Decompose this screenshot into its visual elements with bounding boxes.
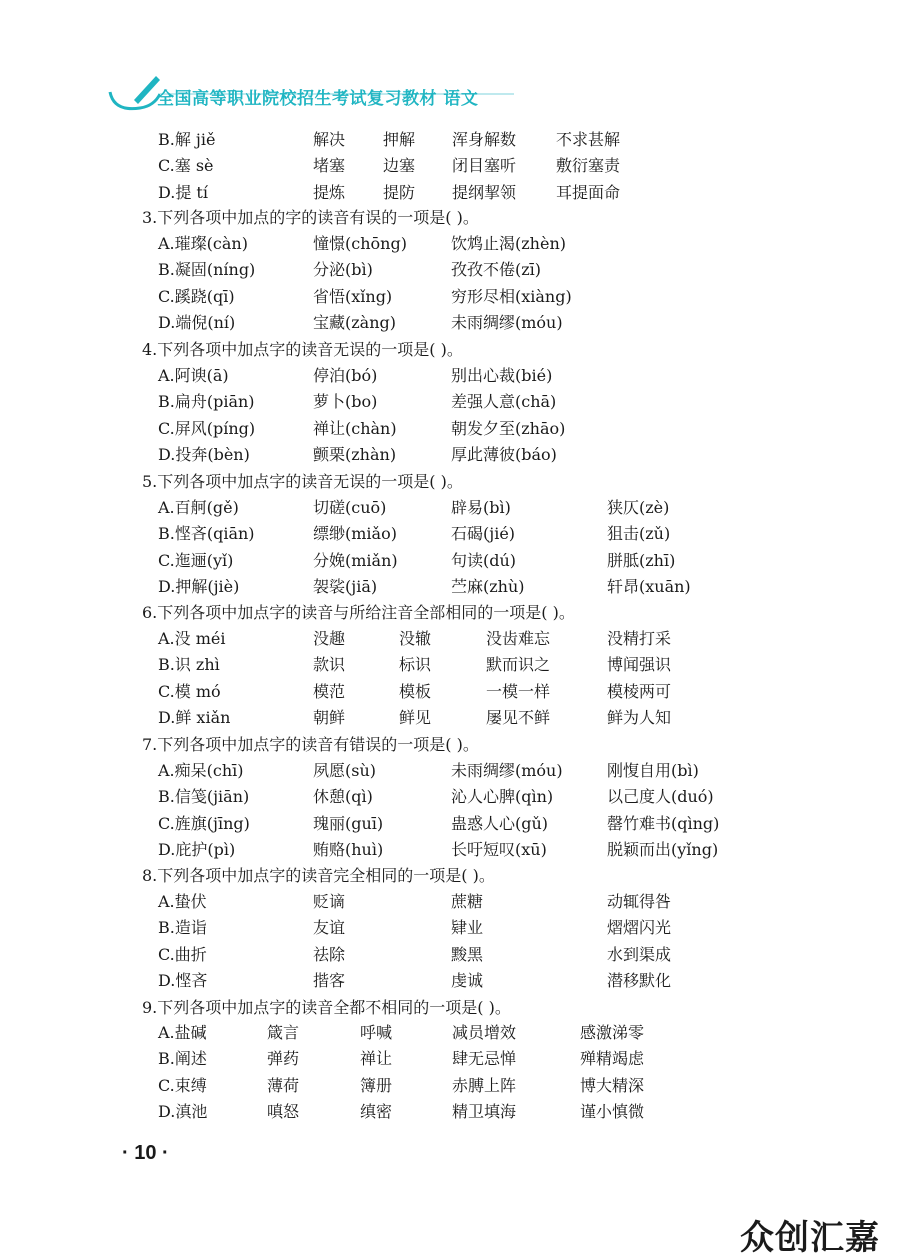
q5-row (0, 549, 898, 573)
option-item: 没辙 (399, 629, 432, 648)
option-item: 胼胝(zhī) (607, 550, 676, 570)
q7-row (0, 838, 898, 862)
option-item: 以己度人(duó) (607, 787, 714, 807)
q3-row (0, 285, 898, 309)
watermark: 众创汇嘉 (740, 1218, 880, 1258)
option-item: 模棱两可 (607, 681, 672, 701)
q8-row (0, 943, 898, 967)
q6-stem (0, 601, 898, 625)
option-label: A.盐碱 (158, 1023, 207, 1042)
option-item: 浑身解数 (452, 130, 517, 149)
option-label: C.屏风(píng) (158, 418, 256, 438)
q4-row (0, 417, 898, 441)
option-item: 省悟(xǐng) (313, 286, 393, 306)
question-stem: 4.下列各项中加点字的读音无误的一项是( )。 (142, 340, 463, 359)
q7-row (0, 812, 898, 836)
option-item: 萝卜(bo) (313, 392, 378, 412)
option-item: 黢黑 (451, 944, 484, 964)
option-item: 未雨绸缪(móu) (451, 312, 563, 332)
q4-stem (0, 338, 898, 362)
option-item: 穷形尽相(xiàng) (451, 286, 572, 306)
q8-stem (0, 864, 898, 888)
option-label: A.蛰伏 (158, 892, 207, 911)
page-number: · 10 · (122, 1142, 169, 1164)
option-label: A.百舸(gě) (158, 498, 239, 517)
option-item: 禅让 (360, 1049, 393, 1069)
option-label: B.扁舟(piān) (158, 392, 255, 412)
option-label: C.束缚 (158, 1075, 207, 1095)
option-item: 夙愿(sù) (313, 761, 377, 780)
option-item: 押解 (383, 130, 416, 149)
option-item: 默而识之 (486, 655, 551, 675)
option-item: 狭仄(zè) (607, 498, 670, 517)
q5-row (0, 575, 898, 599)
q4-row (0, 364, 898, 388)
option-item: 敷衍塞责 (556, 156, 621, 176)
option-item: 分娩(miǎn) (313, 550, 398, 570)
option-item: 厚此薄彼(báo) (451, 444, 557, 464)
option-label: D.押解(jiè) (158, 576, 240, 596)
option-item: 句读(dú) (451, 550, 517, 570)
option-label: D.提 tí (158, 182, 208, 202)
option-item: 肄业 (451, 918, 484, 938)
option-item: 蛊惑人心(gǔ) (451, 813, 549, 833)
option-item: 蔗糖 (451, 892, 484, 911)
option-item: 嗔怒 (267, 1101, 300, 1121)
option-item: 长吁短叹(xū) (451, 839, 547, 859)
option-item: 模板 (399, 681, 432, 701)
option-label: D.滇池 (158, 1101, 208, 1121)
q3-row (0, 311, 898, 335)
option-label: D.鲜 xiǎn (158, 707, 231, 727)
option-item: 别出心裁(bié) (451, 366, 553, 385)
option-item: 饮鸩止渴(zhèn) (451, 234, 566, 253)
option-label: C.迤逦(yǐ) (158, 550, 234, 570)
option-label: A.阿谀(ā) (158, 366, 229, 385)
option-item: 脱颖而出(yǐng) (607, 839, 719, 859)
option-label: C.蹊跷(qī) (158, 286, 235, 306)
option-item: 提炼 (313, 182, 346, 202)
q5-stem (0, 470, 898, 494)
option-label: B.造诣 (158, 918, 207, 938)
q9-row (0, 1074, 898, 1098)
option-item: 提纲挈领 (452, 182, 517, 202)
option-item: 分泌(bì) (313, 260, 373, 280)
option-item: 模范 (313, 681, 346, 701)
option-item: 停泊(bó) (313, 366, 378, 385)
option-item: 切磋(cuō) (313, 498, 387, 517)
q4-row (0, 390, 898, 414)
option-item: 差强人意(chā) (451, 392, 557, 412)
option-item: 虔诚 (451, 970, 484, 990)
option-label: B.信笺(jiān) (158, 787, 250, 807)
option-item: 缜密 (360, 1101, 393, 1121)
option-item: 水到渠成 (607, 944, 672, 964)
option-item: 精卫填海 (452, 1101, 517, 1121)
option-item: 潜移默化 (607, 970, 672, 990)
option-label: C.曲折 (158, 944, 207, 964)
q3-row (0, 258, 898, 282)
option-item: 博闻强识 (607, 655, 672, 675)
option-item: 瑰丽(guī) (313, 813, 384, 833)
option-label: C.模 mó (158, 681, 221, 701)
q2-option-row (0, 181, 898, 205)
option-item: 没齿难忘 (486, 629, 551, 648)
question-stem: 8.下列各项中加点字的读音完全相同的一项是( )。 (142, 866, 495, 885)
header-title: 全国高等职业院校招生考试复习教材 语文 (157, 89, 479, 109)
option-item: 石碣(jié) (451, 524, 516, 544)
option-item: 没精打采 (607, 629, 672, 648)
option-item: 友谊 (313, 918, 346, 938)
q2-option-row (0, 128, 898, 152)
question-stem: 3.下列各项中加点的字的读音有误的一项是( )。 (142, 208, 479, 227)
option-label: D.端倪(ní) (158, 312, 236, 332)
option-item: 未雨绸缪(móu) (451, 761, 563, 780)
option-item: 赤膊上阵 (452, 1075, 517, 1095)
option-label: C.旌旗(jīng) (158, 813, 250, 833)
q8-row (0, 890, 898, 914)
option-item: 闭目塞听 (452, 156, 517, 176)
option-item: 薄荷 (267, 1075, 300, 1095)
option-item: 鲜为人知 (607, 707, 672, 727)
q6-row (0, 653, 898, 677)
option-item: 弹药 (267, 1049, 300, 1069)
option-item: 罄竹难书(qìng) (607, 813, 720, 833)
option-item: 熠熠闪光 (607, 918, 672, 938)
option-label: B.解 jiě (158, 130, 216, 149)
option-item: 减员增效 (452, 1023, 517, 1042)
q7-stem (0, 733, 898, 757)
option-item: 孜孜不倦(zī) (451, 260, 542, 280)
option-item: 朝发夕至(zhāo) (451, 418, 566, 438)
option-item: 簿册 (360, 1075, 393, 1095)
option-label: B.凝固(níng) (158, 260, 256, 280)
q4-row (0, 443, 898, 467)
option-item: 贬谪 (313, 892, 346, 911)
option-label: D.悭吝 (158, 970, 208, 990)
option-item: 屡见不鲜 (486, 707, 551, 727)
option-item: 苎麻(zhù) (451, 576, 525, 596)
option-item: 憧憬(chōng) (313, 234, 407, 253)
option-item: 宝藏(zàng) (313, 312, 397, 332)
option-item: 贿赂(huì) (313, 839, 384, 859)
option-label: A.璀璨(càn) (158, 234, 248, 253)
option-item: 揩客 (313, 970, 346, 990)
question-stem: 5.下列各项中加点字的读音无误的一项是( )。 (142, 472, 463, 491)
option-label: B.阐述 (158, 1049, 207, 1069)
q5-row (0, 496, 898, 520)
option-item: 解决 (313, 130, 346, 149)
option-item: 辟易(bì) (451, 498, 511, 517)
q8-row (0, 969, 898, 993)
option-item: 殚精竭虑 (580, 1049, 645, 1069)
q8-row (0, 916, 898, 940)
option-item: 边塞 (383, 156, 416, 176)
q3-stem (0, 206, 898, 230)
q7-row (0, 759, 898, 783)
question-stem: 6.下列各项中加点字的读音与所给注音全部相同的一项是( )。 (142, 603, 575, 622)
option-item: 博大精深 (580, 1075, 645, 1095)
option-item: 谨小慎微 (580, 1101, 645, 1121)
q6-row (0, 680, 898, 704)
option-label: B.悭吝(qiān) (158, 524, 255, 544)
q5-row (0, 522, 898, 546)
option-label: D.庇护(pì) (158, 839, 236, 859)
q9-stem (0, 996, 898, 1020)
option-item: 一模一样 (486, 681, 551, 701)
option-item: 款识 (313, 655, 346, 675)
option-item: 提防 (383, 182, 416, 202)
q7-row (0, 785, 898, 809)
option-item: 鲜见 (399, 707, 432, 727)
option-label: A.痴呆(chī) (158, 761, 244, 780)
q3-row (0, 232, 898, 256)
option-item: 狙击(zǔ) (607, 524, 671, 544)
q6-row (0, 627, 898, 651)
option-item: 袈裟(jiā) (313, 576, 378, 596)
option-label: B.识 zhì (158, 655, 220, 675)
question-stem: 9.下列各项中加点字的读音全都不相同的一项是( )。 (142, 998, 511, 1017)
q9-row (0, 1047, 898, 1071)
option-item: 轩昂(xuān) (607, 576, 691, 596)
option-item: 呼喊 (360, 1023, 393, 1042)
option-item: 没趣 (313, 629, 346, 648)
question-stem: 7.下列各项中加点字的读音有错误的一项是( )。 (142, 735, 479, 754)
option-item: 肆无忌惮 (452, 1049, 517, 1069)
option-item: 动辄得咎 (607, 892, 672, 911)
option-item: 缥缈(miǎo) (313, 524, 397, 544)
option-item: 颤栗(zhàn) (313, 444, 397, 464)
option-item: 祛除 (313, 944, 346, 964)
option-item: 感激涕零 (580, 1023, 645, 1042)
option-item: 禅让(chàn) (313, 418, 397, 438)
option-item: 朝鲜 (313, 707, 346, 727)
q9-row (0, 1100, 898, 1124)
option-item: 不求甚解 (556, 130, 621, 149)
option-item: 箴言 (267, 1023, 300, 1042)
option-item: 标识 (399, 655, 432, 675)
option-label: A.没 méi (158, 629, 226, 648)
option-item: 休憩(qì) (313, 787, 373, 807)
q9-row (0, 1021, 898, 1045)
option-item: 堵塞 (313, 156, 346, 176)
option-label: C.塞 sè (158, 156, 214, 176)
option-item: 刚愎自用(bì) (607, 761, 699, 780)
option-item: 沁人心脾(qìn) (451, 787, 554, 807)
q2-option-row (0, 154, 898, 178)
option-label: D.投奔(bèn) (158, 444, 250, 464)
option-item: 耳提面命 (556, 182, 621, 202)
q6-row (0, 706, 898, 730)
